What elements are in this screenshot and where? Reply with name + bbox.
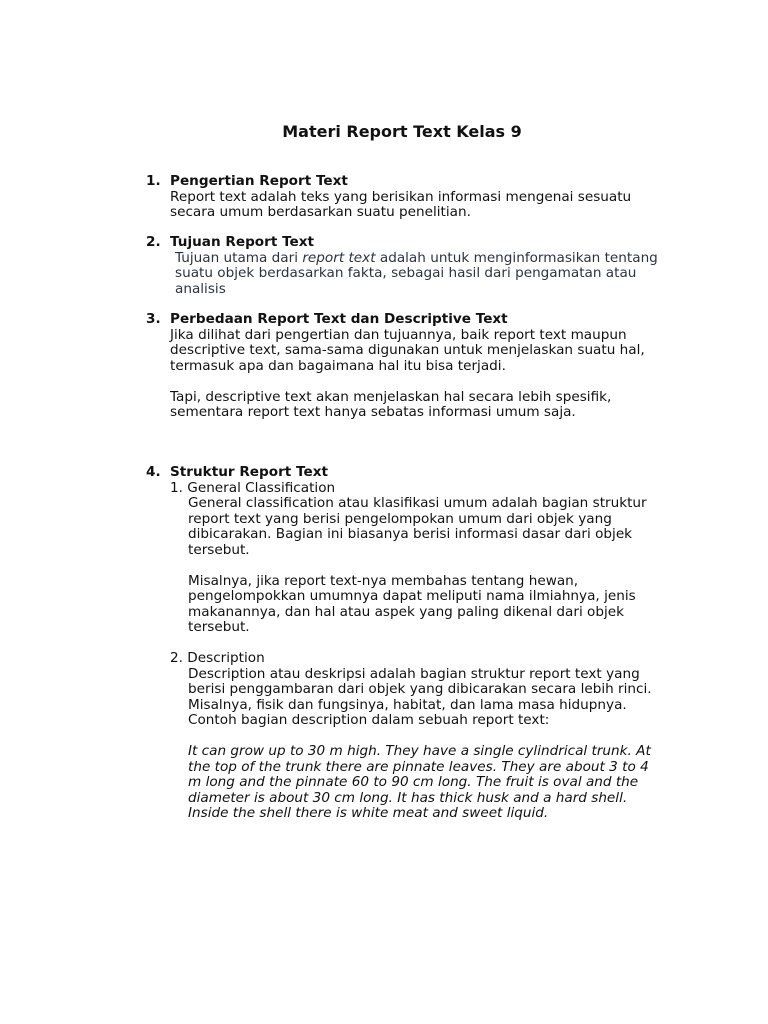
document-title: Materi Report Text Kelas 9 (282, 122, 522, 141)
subsection-paragraph: Description atau deskripsi adalah bagian struktur report text yang berisi penggambaran dari objek yang dibicarakan secara lebih rinci. Misalnya, fisik dan fungsinya, habitat, dan lama masa hidupnya. Contoh bagian description dalam sebuah report text: (188, 665, 652, 728)
section-heading: Pengertian Report Text (170, 173, 348, 189)
section-number: 3. (146, 311, 161, 327)
section-body: Report text adalah teks yang berisikan informasi mengenai sesuatu secara umum berdasarkan suatu penelitian. (170, 188, 632, 220)
section-tujuan (146, 235, 666, 297)
section-number: 4. (146, 464, 161, 480)
subsection-label-general-classification: 1. General Classification (170, 479, 336, 496)
section-perbedaan (146, 312, 666, 421)
example-paragraph: It can grow up to 30 m high. They have a single cylindrical trunk. At the top of the trunk there are pinnate leaves. They are about 3 to 4 m long and the pinnate 60 to 90 cm long. The fruit is oval and the diameter is about 30 cm long. It has thick husk and a hard shell. Inside the shell there is white meat and sweet liquid. (188, 743, 651, 821)
subsection-paragraph: Misalnya, jika report text-nya membahas tentang hewan, pengelompokkan umumnya dapat meliputi nama ilmiahnya, jenis makanannya, dan hal atau aspek yang paling dikenal dari objek tersebut. (188, 572, 636, 635)
subsection-paragraph: General classification atau klasifikasi umum adalah bagian struktur report text yang berisi pengelompokan umum dari objek yang dibicarakan. Bagian ini biasanya berisi informasi dasar dari objek tersebut. (188, 495, 647, 558)
body-text: adalah untuk menginformasikan tentang suatu objek berdasarkan fakta, sebagai hasil dari pengamatan atau analisis (175, 249, 658, 297)
section-paragraph: Tapi, descriptive text akan menjelaskan hal secara lebih spesifik, sementara report text hanya sebatas informasi umum saja. (170, 388, 612, 420)
section-heading: Perbedaan Report Text dan Descriptive Text (170, 311, 508, 327)
section-heading: Tujuan Report Text (170, 234, 315, 250)
section-paragraph: Jika dilihat dari pengertian dan tujuannya, baik report text maupun descriptive text, sama-sama digunakan untuk menjelaskan suatu hal, termasuk apa dan bagaimana hal itu bisa terjadi. (170, 326, 645, 374)
section-number: 1. (146, 173, 161, 189)
section-number: 2. (146, 234, 161, 250)
subsection-label-description: 2. Description (170, 650, 265, 666)
section-heading: Struktur Report Text (170, 464, 328, 480)
section-body (175, 251, 676, 298)
body-emphasis: report text (302, 249, 376, 266)
section-pengertian (146, 174, 666, 221)
section-struktur (146, 465, 666, 822)
body-text: Tujuan utama dari (175, 249, 303, 266)
